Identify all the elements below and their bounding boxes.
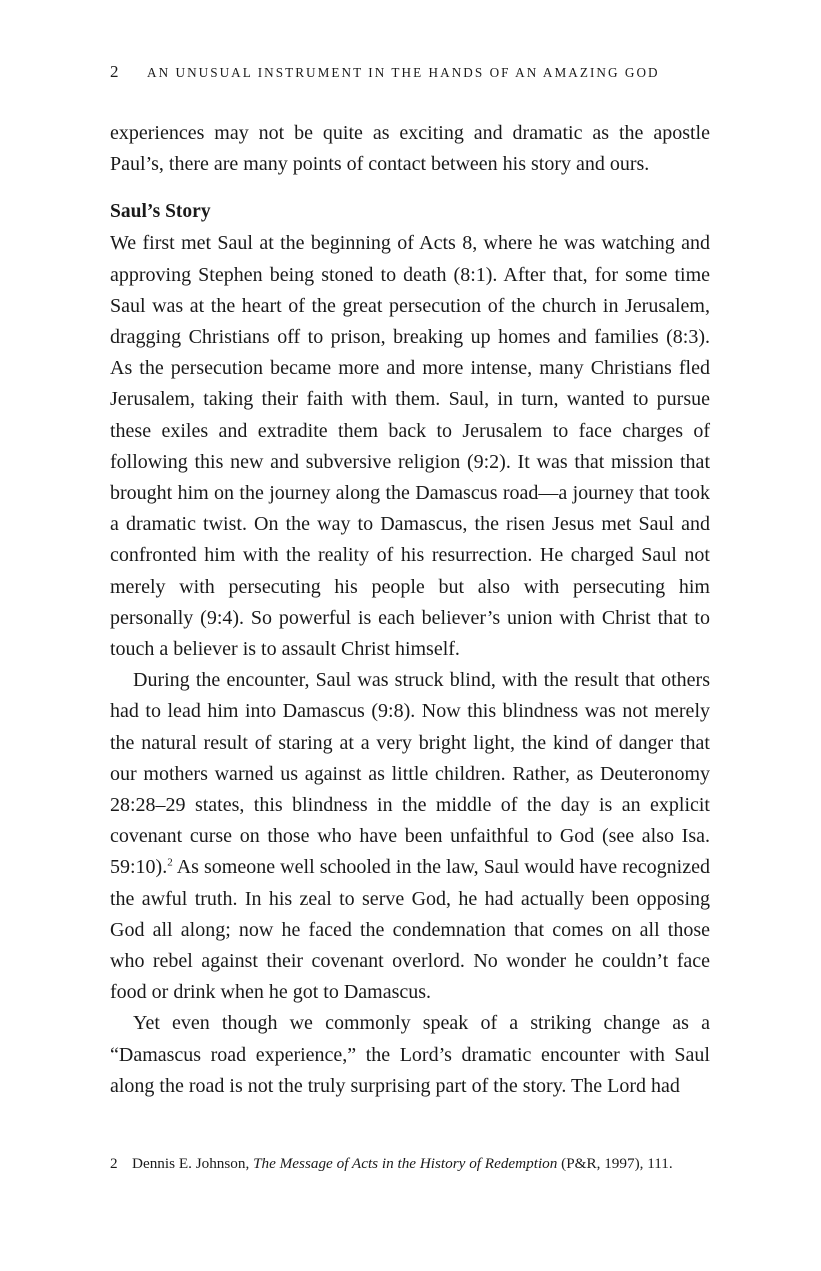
footnote xyxy=(110,1153,710,1175)
paragraph-3: Yet even though we commonly speak of a striking change as a “Damascus road experience,” the Lord’s dramatic encounter with Saul along the road is not the truly surprising part of the story. The Lord had xyxy=(110,1012,710,1097)
paragraph-2-text-b: As someone well schooled in the law, Saul would have recognized the awful truth. In his zeal to serve God, he had actually been opposing God all along; now he faced the condemnation that comes on all those who rebel against their covenant overlord. No wonder he couldn’t face food or drink when he got to Damascus. xyxy=(110,856,710,1004)
footnote-number: 2 xyxy=(110,1155,118,1172)
paragraph-2-text-a: During the encounter, Saul was struck blind, with the result that others had to lead him into Damascus (9:8). Now this blindness was not merely the natural result of staring at a very bright light, the kind of danger that our mothers warned us against as little children. Rather, as Deuteronomy 28:28–29 states, this blindness in the middle of the day is an explicit covenant curse on those who have been unfaithful to God (see also Isa. 59:10). xyxy=(110,669,710,879)
paragraph-2 xyxy=(110,665,710,1008)
section-heading: Saul’s Story xyxy=(110,201,211,223)
continued-paragraph: experiences may not be quite as exciting and dramatic as the apostle Paul’s, there are many points of contact between his story and ours. xyxy=(110,122,710,176)
footnote-work-title: The Message of Acts in the History of Redemption xyxy=(253,1155,558,1172)
book-page xyxy=(110,0,710,1271)
footnote-publication: (P&R, 1997), 111. xyxy=(557,1155,673,1172)
running-head-title: AN UNUSUAL INSTRUMENT IN THE HANDS OF AN AMAZING GOD xyxy=(147,65,660,80)
footnote-reference[interactable]: 2 xyxy=(167,856,173,869)
running-head xyxy=(110,62,710,82)
footnote-author: Dennis E. Johnson, xyxy=(132,1155,254,1172)
page-number: 2 xyxy=(110,62,119,81)
body-text xyxy=(110,118,710,1102)
paragraph-1: We first met Saul at the beginning of Acts 8, where he was watching and approving Stephen being stoned to death (8:1). After that, for some time Saul was at the heart of the great persecution of the church in Jerusalem, dragging Christians off to prison, breaking up homes and families (8:3). As the persecution became more and more intense, many Christians fled Jerusalem, taking their faith with them. Saul, in turn, wanted to pursue these exiles and extradite them back to Jerusalem to face charges of following this new and subversive religion (9:2). It was that mission that brought him on the journey along the Damascus road—a journey that took a dramatic twist. On the way to Damascus, the risen Jesus met Saul and confronted him with the reality of his resurrection. He charged Saul not merely with persecuting his people but also with persecuting him personally (9:4). So powerful is each believer’s union with Christ that to touch a believer is to assault Christ himself. xyxy=(110,232,710,661)
